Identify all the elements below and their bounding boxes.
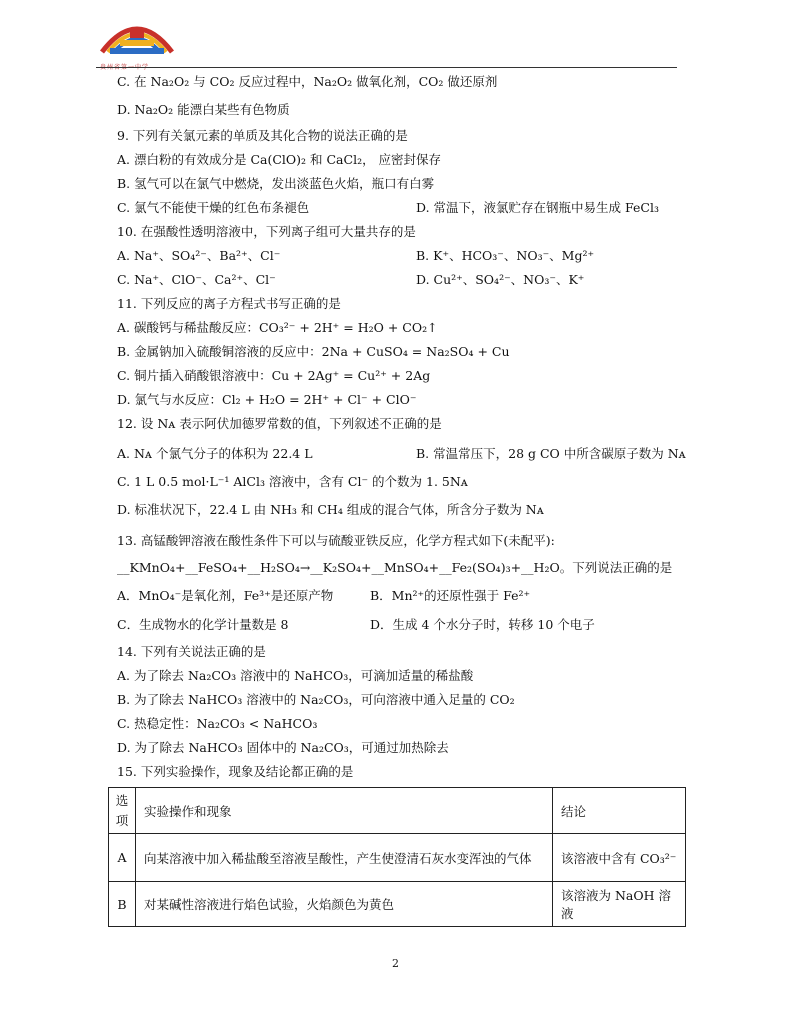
table-cell-operation: 向某溶液中加入稀盐酸至溶液呈酸性，产生使澄清石灰水变浑浊的气体 bbox=[136, 834, 553, 882]
q12-option-b: B. 常温常压下，28 g CO 中所含碳原子数为 Nᴀ bbox=[416, 446, 686, 461]
q13-option-c: C．生成物水的化学计量数是 8 bbox=[117, 617, 289, 632]
table-cell-option: A bbox=[109, 834, 136, 882]
q9-option-c: C. 氯气不能使干燥的红色布条褪色 bbox=[117, 200, 310, 215]
q14-stem: 14. 下列有关说法正确的是 bbox=[117, 644, 266, 659]
q12-stem: 12. 设 Nᴀ 表示阿伏加德罗常数的值，下列叙述不正确的是 bbox=[117, 416, 442, 431]
q14-option-d: D. 为了除去 NaHCO₃ 固体中的 Na₂CO₃，可通过加热除去 bbox=[117, 740, 449, 755]
table-cell-conclusion: 该溶液中含有 CO₃²⁻ bbox=[553, 834, 686, 882]
q8-option-d: D. Na₂O₂ 能漂白某些有色物质 bbox=[117, 102, 290, 117]
table-header-option: 选项 bbox=[109, 788, 136, 834]
q12-option-c: C. 1 L 0.5 mol·L⁻¹ AlCl₃ 溶液中，含有 Cl⁻ 的个数为 1. 5Nᴀ bbox=[117, 474, 468, 489]
q13-option-b: B．Mn²⁺的还原性强于 Fe²⁺ bbox=[370, 588, 531, 603]
table-cell-option: B bbox=[109, 882, 136, 927]
q14-option-c: C. 热稳定性：Na₂CO₃ < NaHCO₃ bbox=[117, 716, 318, 731]
q12-option-d: D. 标准状况下，22.4 L 由 NH₃ 和 CH₄ 组成的混合气体，所含分子数为 Nᴀ bbox=[117, 502, 544, 517]
q10-option-b: B. K⁺、HCO₃⁻、NO₃⁻、Mg²⁺ bbox=[416, 248, 595, 263]
table-cell-conclusion: 该溶液为 NaOH 溶液 bbox=[553, 882, 686, 927]
q15-stem: 15. 下列实验操作，现象及结论都正确的是 bbox=[117, 764, 354, 779]
q12-option-a: A. Nᴀ 个氯气分子的体积为 22.4 L bbox=[117, 446, 313, 461]
q14-option-b: B. 为了除去 NaHCO₃ 溶液中的 Na₂CO₃，可向溶液中通入足量的 CO₂ bbox=[117, 692, 515, 707]
q11-option-b: B. 金属钠加入硫酸铜溶液的反应中：2Na + CuSO₄ = Na₂SO₄ + Cu bbox=[117, 344, 510, 359]
q9-option-b: B. 氢气可以在氯气中燃烧，发出淡蓝色火焰，瓶口有白雾 bbox=[117, 176, 435, 191]
q11-option-c: C. 铜片插入硝酸银溶液中：Cu + 2Ag⁺ = Cu²⁺ + 2Ag bbox=[117, 368, 431, 383]
q14-option-a: A. 为了除去 Na₂CO₃ 溶液中的 NaHCO₃，可滴加适量的稀盐酸 bbox=[117, 668, 474, 683]
q13-equation: __KMnO₄+__FeSO₄+__H₂SO₄→__K₂SO₄+__MnSO₄+__Fe₂(SO₄)₃+__H₂O。下列说法正确的是 bbox=[117, 560, 673, 575]
table-row bbox=[109, 834, 686, 882]
table-header-row bbox=[109, 788, 686, 834]
logo-caption: 贵州省第一中学 bbox=[100, 64, 150, 71]
table-row bbox=[109, 882, 686, 927]
experiment-table bbox=[108, 787, 686, 927]
q9-option-d: D. 常温下，液氯贮存在钢瓶中易生成 FeCl₃ bbox=[416, 200, 659, 215]
q8-option-c: C. 在 Na₂O₂ 与 CO₂ 反应过程中，Na₂O₂ 做氧化剂，CO₂ 做还原剂 bbox=[117, 74, 498, 89]
q10-stem: 10. 在强酸性透明溶液中，下列离子组可大量共存的是 bbox=[117, 224, 416, 239]
table-header-conclusion: 结论 bbox=[553, 788, 686, 834]
q10-option-a: A. Na⁺、SO₄²⁻、Ba²⁺、Cl⁻ bbox=[117, 248, 281, 263]
q13-option-a: A．MnO₄⁻是氧化剂，Fe³⁺是还原产物 bbox=[117, 588, 334, 603]
q11-stem: 11. 下列反应的离子方程式书写正确的是 bbox=[117, 296, 341, 311]
q13-option-d: D．生成 4 个水分子时，转移 10 个电子 bbox=[370, 617, 595, 632]
q11-option-d: D. 氯气与水反应：Cl₂ + H₂O = 2H⁺ + Cl⁻ + ClO⁻ bbox=[117, 392, 417, 407]
q9-stem: 9. 下列有关氯元素的单质及其化合物的说法正确的是 bbox=[117, 128, 408, 143]
page-number: 2 bbox=[392, 957, 399, 970]
q13-stem: 13. 高锰酸钾溶液在酸性条件下可以与硫酸亚铁反应，化学方程式如下(未配平): bbox=[117, 533, 555, 548]
table-header-operation: 实验操作和现象 bbox=[136, 788, 553, 834]
q11-option-a: A. 碳酸钙与稀盐酸反应：CO₃²⁻ + 2H⁺ = H₂O + CO₂↑ bbox=[117, 320, 438, 335]
table-cell-operation: 对某碱性溶液进行焰色试验，火焰颜色为黄色 bbox=[136, 882, 553, 927]
q10-option-d: D. Cu²⁺、SO₄²⁻、NO₃⁻、K⁺ bbox=[416, 272, 585, 287]
q9-option-a: A. 漂白粉的有效成分是 Ca(ClO)₂ 和 CaCl₂， 应密封保存 bbox=[117, 152, 442, 167]
q10-option-c: C. Na⁺、ClO⁻、Ca²⁺、Cl⁻ bbox=[117, 272, 276, 287]
